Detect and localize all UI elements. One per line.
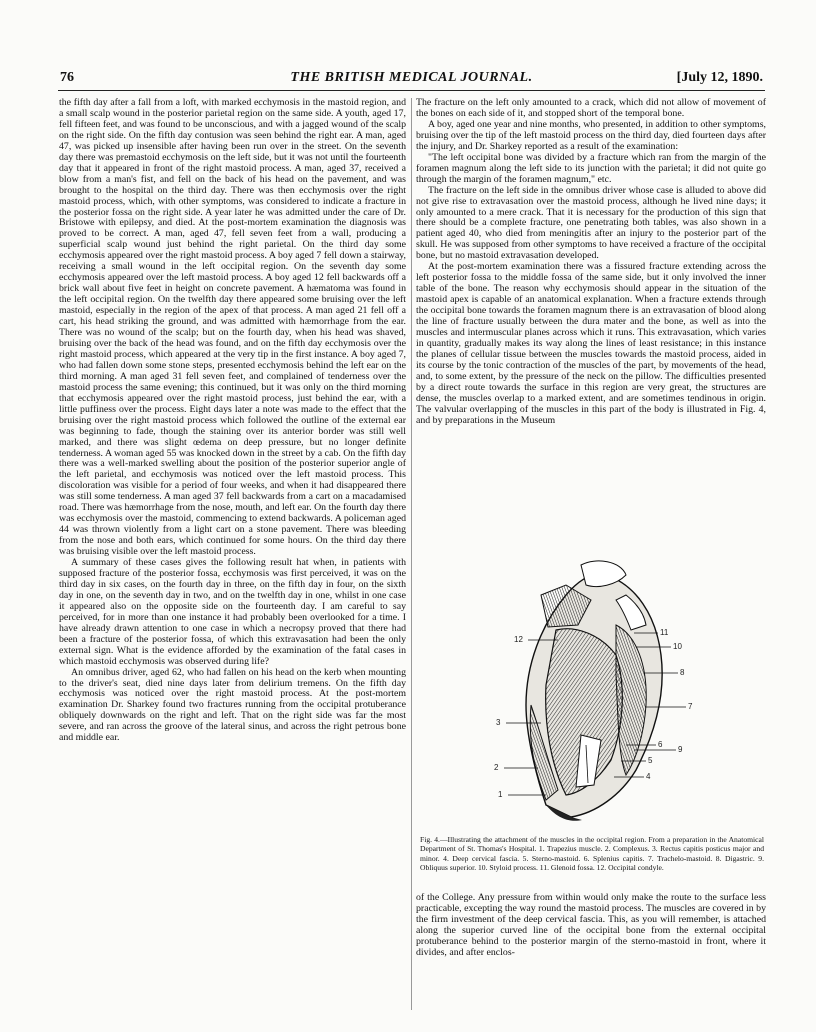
figure-label: 2 [494,763,499,772]
left-paragraph: A summary of these cases gives the following result hat when, in patients with supposed fracture of the posterior fossa, ecchymosis was first perceived, it was on the third day in six cases, on the fourth day in three, on the fifth day in four, on the sixth day in one, on the seventh day in two, and on the twelfth day in one, whilst in one case it appeared also on the opposite side on the fourteenth day. I am careful to say perceived, for in more than one instance it had probably been overlooked for a time. I have already drawn attention to one case in which a necropsy proved that there had been a fracture of the posterior fossa, of which this extravasation had been the only external sign. What is the evidence afforded by the examination of the fatal cases in which mastoid ecchymosis was observed during life? [59,557,406,667]
right-paragraph: The fracture on the left side in the omnibus driver whose case is alluded to above did not give rise to extravasation over the mastoid process, although he lived nine days; it only amounted to a mere crack. That it is necessary for the production of this sign that there should be a complete fracture, one penetrating both tables, was also shown in a patient aged 40, who died from meningitis after an injury to the posterior part of the skull. He was supposed from other symptoms to have received a fracture of the occipital bone, but no mastoid extravasation developed. [416,184,766,262]
running-header [60,70,763,88]
right-column [416,98,766,427]
right-paragraph: A boy, aged one year and nine months, who presented, in addition to other symptoms, bruising over the tip of the left mastoid process on the third day, died fourteen days after the injury, and Dr. Sharkey reported as a result of the examination: [416,118,766,152]
page-number: 76 [60,70,74,85]
right-paragraph-end: of the College. Any pressure from within would only make the route to the surface less practicable, excepting the way round the mastoid process. The muscles are covered in by the firm investment of the deep cervical fascia. This, as you will remember, is attached along the superior curved line of the occipital bone from the external occipital protuberance behind to the posterior margin of the sterno-mastoid in front, where it divides, and after enclos- [416,892,766,958]
journal-title: THE BRITISH MEDICAL JOURNAL. [290,70,533,85]
left-paragraph: the fifth day after a fall from a loft, with marked ecchymosis in the mastoid region, and a small scalp wound in the posterior parietal region on the same side. A youth, aged 17, fell fifteen feet, and was found to be unconscious, and with a jagged wound of the scalp on the right side. On the fifth day contusion was seen behind the right ear. A man, aged 47, was picked up insensible after having been run over in the street. On the seventh day there was premastoid ecchymosis on the left side, but it was not until the fourteenth day that it appeared in front of the right mastoid process. A man, aged 37, received a blow from a man's fist, and fell on the back of his head on the pavement, and was brought to the hospital on the third day. There was then ecchymosis over the right mastoid process, which, with other symptoms, was considered to indicate a fracture in the posterior fossa on the right side. A year later he was admitted under the care of Dr. Bristowe with epilepsy, and died. At the post-mortem examination the diagnosis was proved to be correct. A man, aged 47, fell seven feet from a wall, producing a superficial scalp wound just behind the right parietal. On the third day some ecchymosis appeared over the right mastoid process. A boy aged 7 fell down a stairway, receiving a small wound in the left occipital region. On the seventh day some ecchymosis appeared over the left mastoid process. A boy aged 12 fell backwards off a brick wall about five feet in height on concrete pavement. A hæmatoma was found in the left occipital region. On the twelfth day there appeared some bruising over the left mastoid, especially in the region of the apex of that process. A man aged 21 fell off a cart, his head striking the ground, and was admitted with hæmorrhage from the ear. There was no wound of the scalp; but on the fourth day, when his head was shaved, bruising over the back of the head was found, and on the fifth day ecchymosis over the right mastoid process, which appeared at the very tip in the first instance. A boy aged 7, who had fallen down some stone steps, presented ecchymosis behind the left ear on the third morning. A man aged 31 fell seven feet, and complained of tenderness over the mastoid process the same evening; this continued, but it was only on the third morning that ecchymosis appeared over the right mastoid process, just behind the ear, with a little puffiness over the process. Eight days later a note was made to the effect that the bruising over the right mastoid process which followed the outline of the external ear was beginning to fade, though the staining over its anterior border was still well marked, and there was slight œdema on deep pressure, but no longer definite tenderness. A woman aged 55 was knocked down in the street by a cab. On the fifth day there was a well-marked swelling about the position of the posterior superior angle of the left parietal, and ecchymosis was noticed over the left mastoid process. This discoloration was visible for a period of four weeks, and when it had disappeared there was still some tenderness. A man aged 37 fell backwards from a cart on a macadamised road. There was hæmorrhage from the nose, mouth, and left ear. On the fourth day there was ecchymosis over the mastoid, commencing to extend backwards. A policeman aged 44 was thrown violently from a light cart on a stone pavement. There was bleeding from the nose and both ears, which continued for some hours. On the third day there was bruising visible over the left mastoid process. [59,97,406,558]
figure-label: 4 [646,772,651,781]
figure-label: 8 [680,668,685,677]
figure-label: 1 [498,790,503,799]
right-paragraph: "The left occipital bone was divided by a fracture which ran from the margin of the foramen magnum along the left side to its junction with the parietal; it did not quite go through the margin of the foramen magnum," etc. [416,151,766,185]
figure-label: 7 [688,702,693,711]
column-divider [411,98,412,1010]
right-paragraph: At the post-mortem examination there was a fissured fracture extending across the left posterior fossa to the middle fossa of the same side, but it only involved the inner table of the bone. The reason why ecchymosis should appear in the situation of the mastoid apex is capable of an anatomical explanation. When a fracture extends through the occipital bone towards the foramen magnum there is an extravasation of blood along the line of fracture usually between the dura mater and the bone, as well as into the muscles and intermuscular planes across which it runs. This extravasation, which varies in quantity, gradually makes its way along the lines of least resistance; in this instance the planes of cellular tissue between the muscles towards the mastoid process, aided in its course by the tonic contraction of the muscles of the part, by movements of the head, and, to some extent, by the pressure of the neck on the pillow. The difficulties presented by a direct route towards the surface in this region are very great, the structures are dense, the muscles overlap to a marked extent, and are sometimes tendinous in origin. The valvular overlapping of the muscles in this part of the body is illustrated in Fig. 4, and by preparations in the Museum [416,261,766,426]
figure-caption [420,835,764,872]
figure-caption-text: Fig. 4.—Illustrating the attachment of the muscles in the occipital region. From a preparation in the Anatomical Department of St. Thomas's Hospital. 1. Trapezius muscle. 2. Complexus. 3. Rectus capitis posticus major and minor. 4. Deep cervical fascia. 5. Sterno-mastoid. 6. Splenius capitis. 7. Trachelo-mastoid. 8. Digastric. 9. Obliquus superior. 10. Styloid process. 11. Glenoid fossa. 12. Occipital condyle. [420,835,764,872]
occipital-muscles-illustration [486,555,702,827]
left-paragraph: An omnibus driver, aged 62, who had fallen on his head on the kerb when mounting to the driver's seat, died nine days later from delirium tremens. On the fifth day ecchymosis was noticed over the right mastoid process. At the post-mortem examination Dr. Sharkey found two fractures running from the occipital protuberance obliquely downwards on the right and left. That on the right side was far the most severe, and ran across the groove of the lateral sinus, and across the right petrous bone and middle ear. [59,666,406,744]
anatomical-figure [486,555,702,827]
figure-label: 6 [658,740,663,749]
left-column [59,98,406,744]
figure-label: 10 [673,642,682,651]
right-paragraph: The fracture on the left only amounted to a crack, which did not allow of movement of the bones on each side of it, and stopped short of the temporal bone. [416,97,766,119]
figure-label: 5 [648,756,653,765]
header-rule [58,90,765,91]
issue-date: [July 12, 1890. [676,70,763,85]
figure-label: 3 [496,718,501,727]
right-column-continuation [416,893,766,959]
figure-label: 12 [514,635,523,644]
figure-label: 9 [678,745,683,754]
figure-label: 11 [660,628,669,637]
